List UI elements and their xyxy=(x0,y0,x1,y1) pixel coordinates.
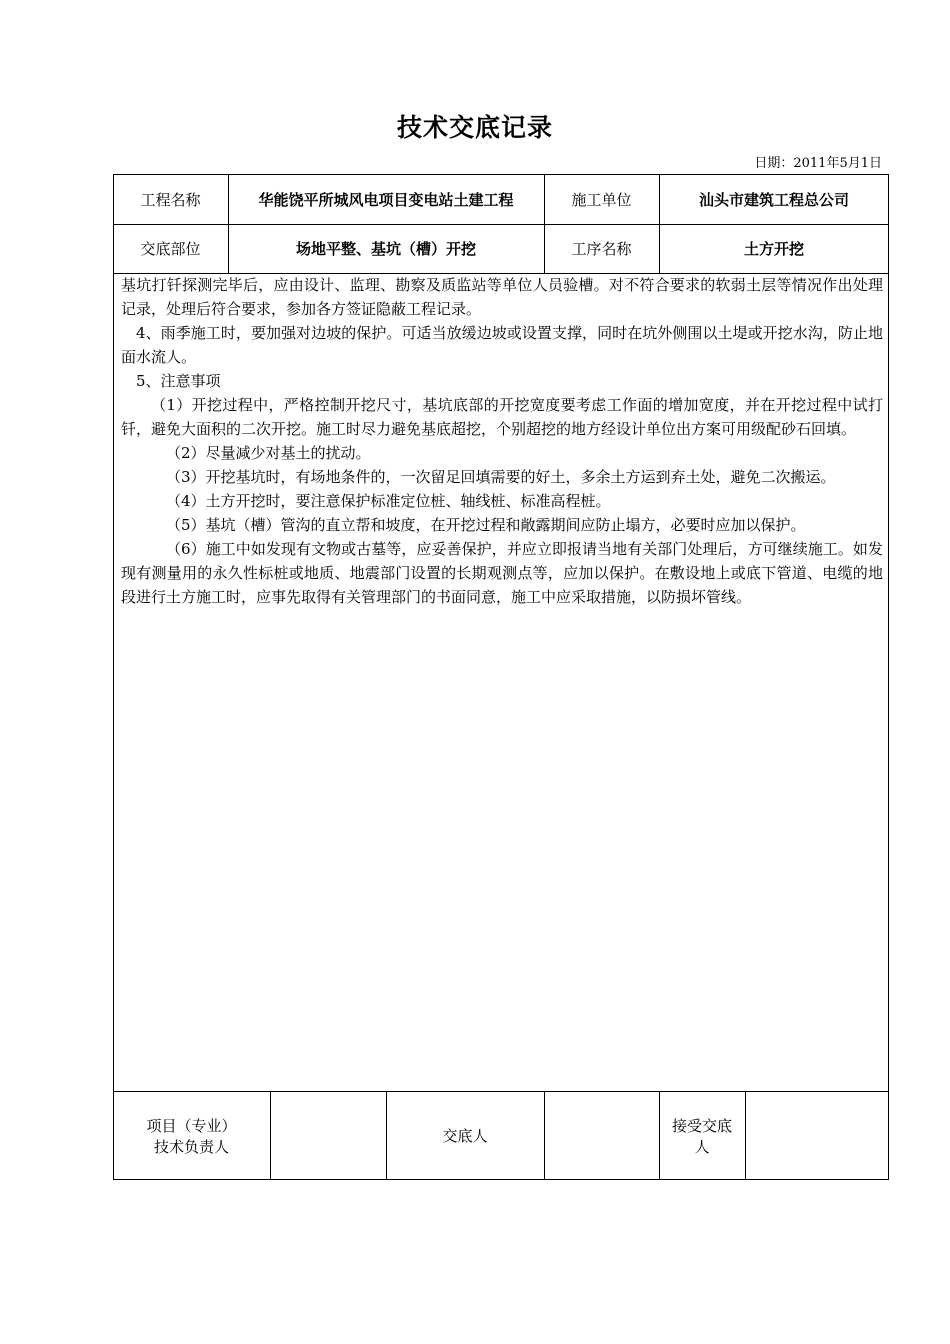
content-paragraph: 基坑打钎探测完毕后，应由设计、监理、勘察及质监站等单位人员验槽。对不符合要求的软弱土层等情况作出处理记录，处理后符合要求，参加各方签证隐蔽工程记录。 xyxy=(121,276,883,318)
content-paragraph: （4）土方开挖时，要注意保护标准定位桩、轴线桩、标准高程桩。 xyxy=(166,492,611,510)
receiver-label-line1: 接受交底 xyxy=(671,1116,732,1135)
content-paragraph: （5）基坑（槽）管沟的直立帮和坡度，在开挖过程和敞露期间应防止塌方，必要时应加以保护。 xyxy=(166,516,806,534)
presenter-signature xyxy=(544,1091,659,1180)
content-paragraph: （6）施工中如发现有文物或古墓等，应妥善保护，并应立即报请当地有关部门处理后，方可继续施工。如发现有测量用的永久性标桩或地质、地震部门设置的长期观测点等，应加以保护。在敷设地上或底下管道、电缆的地段进行土方施工时，应事先取得有关管理部门的书面同意，施工中应采取措施，以防损坏管线。 xyxy=(121,540,883,606)
page-title: 技术交底记录 xyxy=(396,113,553,142)
tech-lead-label xyxy=(113,1091,270,1180)
tech-lead-label-line2: 技术负责人 xyxy=(153,1137,229,1156)
process-label: 工序名称 xyxy=(571,240,632,258)
contractor-label: 施工单位 xyxy=(571,190,632,209)
content-paragraph: 4、雨季施工时，要加强对边坡的保护。可适当放缓边坡或设置支撑，同时在坑外侧围以土堤或开挖水沟，防止地面水流人。 xyxy=(121,324,883,366)
process-value: 土方开挖 xyxy=(743,240,804,258)
receiver-signature xyxy=(745,1091,889,1180)
content-paragraph: （2）尽量减少对基土的扰动。 xyxy=(166,444,371,462)
content-paragraph: （1）开挖过程中，严格控制开挖尺寸，基坑底部的开挖宽度要考虑工作面的增加宽度，并在开挖过程中试打钎，避免大面积的二次开挖。施工时尽力避免基底超挖，个别超挖的地方经设计单位出方案可用级配砂石回填。 xyxy=(121,396,883,438)
record-date: 日期：2011年5月1日 xyxy=(754,156,882,171)
tech-lead-label-line1: 项目（专业） xyxy=(146,1116,237,1135)
receiver-label xyxy=(659,1091,745,1180)
project-name-label: 工程名称 xyxy=(140,190,201,209)
receiver-label-line2: 人 xyxy=(694,1137,710,1156)
part-label: 交底部位 xyxy=(140,240,201,258)
part-value: 场地平整、基坑（槽）开挖 xyxy=(295,240,476,258)
content-section-heading: 5、注意事项 xyxy=(136,372,221,390)
project-name-value: 华能饶平所城风电项目变电站土建工程 xyxy=(258,190,514,209)
content-paragraph: （3）开挖基坑时，有场地条件的，一次留足回填需要的好土，多余土方运到弃土处，避免二次搬运。 xyxy=(166,468,836,486)
presenter-label: 交底人 xyxy=(442,1127,488,1145)
disclosure-content xyxy=(121,273,883,609)
tech-lead-signature xyxy=(270,1091,386,1180)
contractor-value: 汕头市建筑工程总公司 xyxy=(698,190,849,209)
